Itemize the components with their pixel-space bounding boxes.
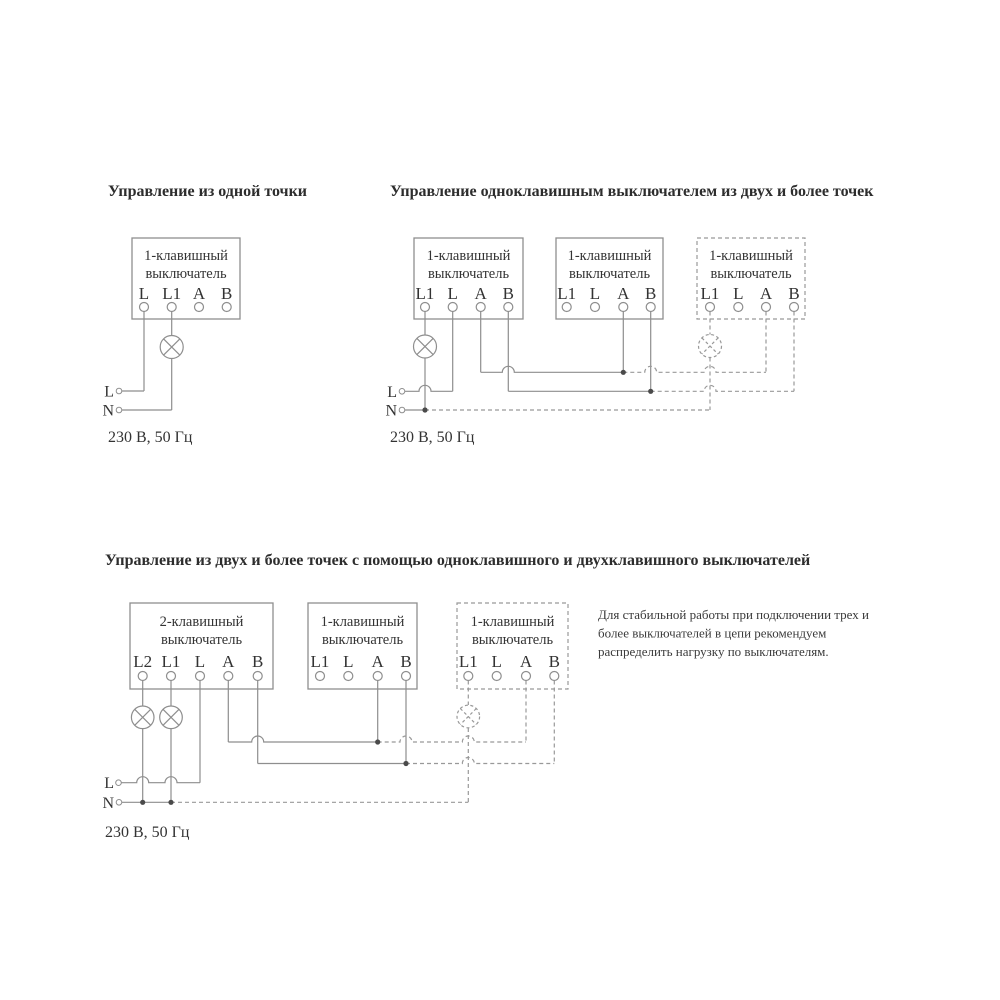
switch-wires <box>425 312 651 411</box>
terminal-label: B <box>221 284 233 303</box>
bus-b-dashed <box>651 385 794 391</box>
switch-name-line2: выключатель <box>427 266 510 282</box>
switch-name-line2: выключатель <box>568 266 651 282</box>
terminal-circle <box>464 672 473 681</box>
terminal-label: B <box>400 652 412 671</box>
junction-dot <box>648 389 653 394</box>
switch-name-line2: выключатель <box>321 632 404 648</box>
terminal-label: A <box>371 652 384 671</box>
terminal-circle <box>344 672 353 681</box>
terminal-label: L1 <box>700 284 720 303</box>
l-feed-pin <box>116 388 122 394</box>
switch-wires <box>144 312 172 411</box>
terminal-circle <box>373 672 382 681</box>
n-feed-pin <box>116 800 122 806</box>
switch-name-line1: 1-клавишный <box>470 614 555 630</box>
terminal-circle <box>591 303 600 312</box>
terminal-label: B <box>548 652 560 671</box>
terminal-label: L1 <box>162 284 182 303</box>
lamp-icon-dashed <box>699 335 722 358</box>
switch-name-line1: 1-клавишный <box>567 248 652 264</box>
lamp-icon <box>160 706 183 729</box>
lamp-icon <box>160 336 183 359</box>
terminal-circle <box>619 303 628 312</box>
lamp-icon <box>131 706 154 729</box>
n-feed-pin <box>399 407 405 413</box>
terminal-circle <box>706 303 715 312</box>
switch-name-line1: 1-клавишный <box>320 614 405 630</box>
terminal-label: L1 <box>161 652 181 671</box>
terminal-circle <box>562 303 571 312</box>
terminal-circle <box>196 672 205 681</box>
terminal-circle <box>492 672 501 681</box>
switch-name-line1: 1-клавишный <box>144 248 228 264</box>
terminal-label: L1 <box>458 652 478 671</box>
terminal-circle <box>222 303 231 312</box>
switch-name-line2: выключатель <box>710 266 792 282</box>
switch-wires-dashed <box>710 312 794 411</box>
bus-a-solid <box>481 366 624 372</box>
l-feed-pin <box>116 780 122 786</box>
terminal-circle <box>140 303 149 312</box>
terminal-circles <box>562 303 655 312</box>
switch-name-line2: выключатель <box>471 632 554 648</box>
terminal-circles <box>316 672 411 681</box>
terminal-circle <box>316 672 325 681</box>
junction-dot <box>403 761 408 766</box>
terminal-circle <box>167 672 176 681</box>
line-label: L <box>387 383 397 401</box>
terminal-circle <box>734 303 743 312</box>
terminal-label: A <box>519 652 533 671</box>
terminal-label: L1 <box>557 284 577 303</box>
diagram-multi-point-single-gang <box>385 183 874 446</box>
terminal-circles <box>138 672 262 681</box>
terminal-label: L <box>491 652 502 671</box>
junction-dot <box>375 739 380 744</box>
diagram-title: Управление из одной точки <box>108 183 308 200</box>
junction-dot <box>168 800 173 805</box>
terminal-circle <box>646 303 655 312</box>
terminal-label: L2 <box>133 652 153 671</box>
note-line: распределить нагрузку по выключателям. <box>598 644 829 659</box>
terminal-label: L1 <box>310 652 330 671</box>
switch-name-line1: 1-клавишный <box>426 248 511 264</box>
terminal-label: A <box>759 284 773 303</box>
terminal-label: A <box>192 284 206 303</box>
terminal-circle <box>550 672 559 681</box>
terminal-label: L <box>194 652 206 671</box>
terminal-circle <box>138 672 147 681</box>
terminal-circles <box>421 303 513 312</box>
note-line: более выключателей в цепи рекомендуем <box>598 625 827 641</box>
note-line: Для стабильной работы при подключении трех и <box>598 607 869 622</box>
neutral-label: N <box>102 402 114 420</box>
junction-dot <box>422 407 427 412</box>
recommendation-note <box>598 607 869 659</box>
switch-wires-dashed <box>468 681 554 803</box>
l-line <box>405 385 453 391</box>
voltage-label: 230 В, 50 Гц <box>390 429 475 446</box>
diagram-title: Управление одноклавишным выключателем из двух и более точек <box>390 183 874 200</box>
terminal-circle <box>522 672 531 681</box>
terminal-label: L <box>138 284 150 303</box>
terminal-circle <box>762 303 771 312</box>
terminal-circle <box>504 303 513 312</box>
bus-a-solid <box>228 736 377 742</box>
terminal-circle <box>476 303 485 312</box>
terminal-label: L <box>733 284 744 303</box>
terminal-circle <box>195 303 204 312</box>
switch-name-line2: выключатель <box>160 632 243 648</box>
neutral-label: N <box>385 402 397 420</box>
junction-dot <box>621 370 626 375</box>
terminal-circle <box>790 303 799 312</box>
terminal-label: B <box>788 284 800 303</box>
terminal-circle <box>224 672 233 681</box>
line-label: L <box>104 383 114 401</box>
terminal-label: B <box>252 652 264 671</box>
terminal-circle <box>167 303 176 312</box>
bus-a-dashed <box>378 736 526 742</box>
terminal-circles <box>140 303 232 312</box>
terminal-label: L <box>589 284 601 303</box>
diagram-single-point <box>102 183 307 446</box>
l-line <box>121 777 200 783</box>
lamp-icon-dashed <box>457 705 480 728</box>
lamp-icon <box>414 335 437 358</box>
terminal-label: B <box>502 284 514 303</box>
junction-dot <box>140 800 145 805</box>
bus-a-dashed <box>623 366 766 372</box>
terminal-circles <box>464 672 559 681</box>
n-feed-pin <box>116 407 122 413</box>
terminal-circles <box>706 303 799 312</box>
neutral-label: N <box>102 794 114 812</box>
diagram-title: Управление из двух и более точек с помощью одноклавишного и двухклавишного выключателей <box>105 552 811 569</box>
switch-name-line1: 1-клавишный <box>709 248 793 264</box>
line-label: L <box>104 775 114 793</box>
l-feed-pin <box>399 389 405 395</box>
voltage-label: 230 В, 50 Гц <box>105 824 190 841</box>
terminal-label: L <box>343 652 354 671</box>
terminal-circle <box>421 303 430 312</box>
terminal-label: L <box>447 284 458 303</box>
terminal-label: B <box>645 284 657 303</box>
bus-b-dashed <box>406 758 554 764</box>
voltage-label: 230 В, 50 Гц <box>108 429 193 446</box>
switch-name-line2: выключатель <box>145 266 227 282</box>
terminal-circle <box>402 672 411 681</box>
diagram-multi-point-mixed <box>102 552 869 841</box>
terminal-label: A <box>617 284 630 303</box>
terminal-label: A <box>222 652 235 671</box>
terminal-label: A <box>474 284 487 303</box>
terminal-circle <box>448 303 457 312</box>
terminal-circle <box>253 672 262 681</box>
terminal-label: L1 <box>415 284 435 303</box>
switch-name-line1: 2-клавишный <box>159 614 244 630</box>
